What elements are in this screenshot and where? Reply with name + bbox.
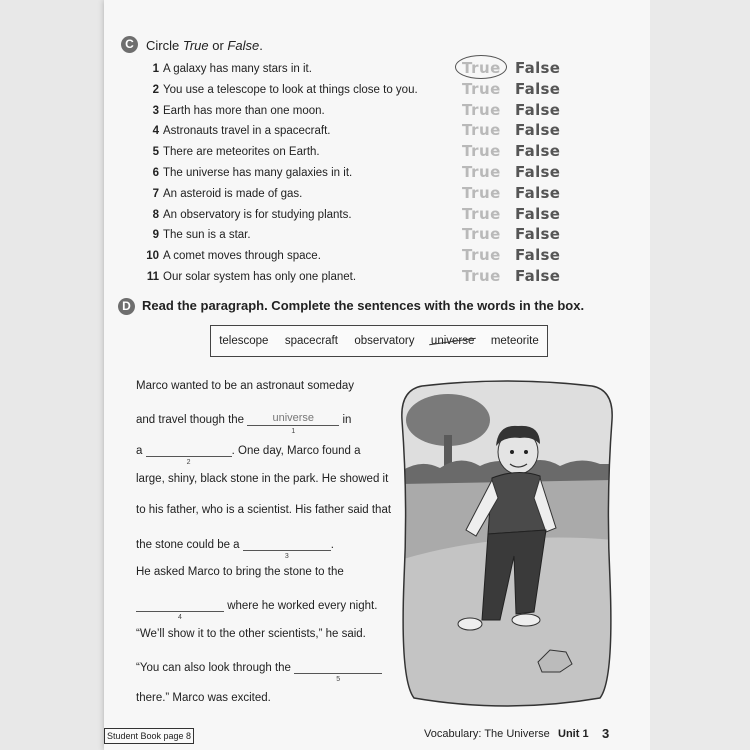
item-number: 7 xyxy=(152,187,159,200)
blank-4[interactable] xyxy=(136,598,224,621)
false-option[interactable]: False xyxy=(515,100,561,119)
paragraph-line-7: He asked Marco to bring the stone to the xyxy=(136,566,344,578)
false-option[interactable]: False xyxy=(515,59,561,77)
true-false-row xyxy=(145,246,565,270)
item-number: 2 xyxy=(152,83,159,96)
true-false-row xyxy=(145,79,565,104)
footer-unit: Unit 1 xyxy=(558,728,589,740)
true-false-row xyxy=(145,183,565,208)
false-option[interactable]: False xyxy=(515,183,561,202)
item-statement: The universe has many galaxies in it. xyxy=(163,167,353,179)
boy-with-stone-illustration xyxy=(400,380,614,708)
item-number: 3 xyxy=(152,104,159,117)
blank-5-number: 5 xyxy=(336,676,341,683)
word-observatory: observatory xyxy=(354,335,415,347)
item-number: 4 xyxy=(152,125,159,138)
footer-topic: Vocabulary: The Universe xyxy=(424,728,550,740)
false-option[interactable]: False xyxy=(515,121,561,140)
item-number: 5 xyxy=(152,146,159,159)
instruction-or: or xyxy=(208,38,228,53)
instruction-false: False xyxy=(227,38,260,53)
item-number: 8 xyxy=(152,208,159,221)
paragraph-line-11: there.” Marco was excited. xyxy=(136,692,271,704)
line-8-end: where he worked every night. xyxy=(227,600,378,612)
item-statement: Earth has more than one moon. xyxy=(163,104,325,117)
student-book-page-box: Student Book page 8 xyxy=(104,728,194,744)
instruction-end: . xyxy=(259,38,263,53)
paragraph-line-3 xyxy=(136,443,361,466)
true-option[interactable]: True xyxy=(462,246,501,265)
false-option[interactable]: False xyxy=(515,142,561,161)
blank-1-number: 1 xyxy=(291,428,296,435)
paragraph-line-1: Marco wanted to be an astronaut someday xyxy=(136,380,354,392)
false-option[interactable]: False xyxy=(515,267,561,285)
paragraph-line-8 xyxy=(136,598,378,621)
false-option[interactable]: False xyxy=(515,79,561,98)
true-false-row xyxy=(145,163,565,187)
false-option[interactable]: False xyxy=(515,225,561,244)
next-page-edge xyxy=(650,0,750,750)
blank-1[interactable] xyxy=(247,412,339,435)
paragraph-line-6 xyxy=(136,537,334,560)
line-6-end: . xyxy=(330,539,334,551)
paragraph-line-10 xyxy=(136,660,382,683)
word-box xyxy=(210,325,548,357)
line-3-end: . One day, Marco found a xyxy=(231,445,361,457)
blank-2[interactable] xyxy=(146,443,232,466)
item-number: 10 xyxy=(146,250,159,263)
word-meteorite: meteorite xyxy=(490,335,539,347)
true-option[interactable]: True xyxy=(462,163,501,181)
true-false-row xyxy=(145,100,565,125)
item-statement: Our solar system has only one planet. xyxy=(163,271,357,283)
blank-4-number: 4 xyxy=(178,614,182,621)
true-false-row xyxy=(145,59,565,83)
true-option[interactable]: True xyxy=(462,267,501,285)
false-option[interactable]: False xyxy=(515,246,561,265)
section-c-instruction xyxy=(146,38,263,53)
true-option[interactable]: True xyxy=(462,204,501,223)
word-spacecraft: spacecraft xyxy=(284,335,338,347)
true-option[interactable]: True xyxy=(462,59,501,77)
true-false-row xyxy=(145,121,565,145)
false-option[interactable]: False xyxy=(515,204,561,223)
true-option[interactable]: True xyxy=(462,79,501,98)
true-false-row xyxy=(145,225,565,249)
word-universe: universe xyxy=(430,335,475,347)
paragraph-line-5: to his father, who is a scientist. His father said that xyxy=(136,504,392,516)
true-option[interactable]: True xyxy=(462,225,501,244)
item-number: 1 xyxy=(152,63,159,75)
true-option[interactable]: True xyxy=(462,100,501,119)
item-statement: The sun is a star. xyxy=(163,229,251,242)
paragraph-line-2 xyxy=(136,412,352,435)
item-statement: An asteroid is made of gas. xyxy=(163,187,303,200)
item-statement: You use a telescope to look at things close to you. xyxy=(163,83,418,96)
item-statement: Astronauts travel in a spacecraft. xyxy=(163,125,331,138)
item-number: 6 xyxy=(152,167,159,179)
true-option[interactable]: True xyxy=(462,121,501,140)
line-10-start: “You can also look through the xyxy=(136,662,291,674)
instruction-true: True xyxy=(182,38,209,53)
true-option[interactable]: True xyxy=(462,183,501,202)
line-2-start: and travel though the xyxy=(136,414,245,426)
item-statement: A comet moves through space. xyxy=(163,250,321,263)
false-option[interactable]: False xyxy=(515,163,561,181)
section-c-badge: C xyxy=(121,36,138,53)
instruction-prefix: Circle xyxy=(146,38,183,53)
item-statement: An observatory is for studying plants. xyxy=(163,208,352,221)
item-number: 9 xyxy=(152,229,159,242)
item-number: 11 xyxy=(146,271,159,283)
word-telescope: telescope xyxy=(219,335,269,347)
blank-1-answer: universe xyxy=(272,412,315,424)
section-d-instruction: Read the paragraph. Complete the sentences with the words in the box. xyxy=(142,298,585,313)
answer-circle xyxy=(455,55,507,79)
line-6-start: the stone could be a xyxy=(136,539,240,551)
true-option[interactable]: True xyxy=(462,142,501,161)
blank-5[interactable] xyxy=(294,660,382,683)
true-false-row xyxy=(145,142,565,166)
line-2-end: in xyxy=(342,414,352,426)
item-statement: A galaxy has many stars in it. xyxy=(163,63,312,75)
blank-3[interactable] xyxy=(243,537,331,560)
true-false-row xyxy=(145,204,565,229)
item-statement: There are meteorites on Earth. xyxy=(163,146,320,159)
line-3-start: a xyxy=(136,445,143,457)
paragraph-line-4: large, shiny, black stone in the park. He showed it xyxy=(136,473,389,485)
paragraph-line-9: “We’ll show it to the other scientists,” he said. xyxy=(136,628,366,640)
tree-trunk xyxy=(444,435,452,467)
true-false-row xyxy=(145,267,565,291)
footer-page-number: 3 xyxy=(602,726,610,741)
section-d-badge: D xyxy=(118,298,135,315)
blank-3-number: 3 xyxy=(284,553,289,560)
blank-2-number: 2 xyxy=(186,459,191,466)
